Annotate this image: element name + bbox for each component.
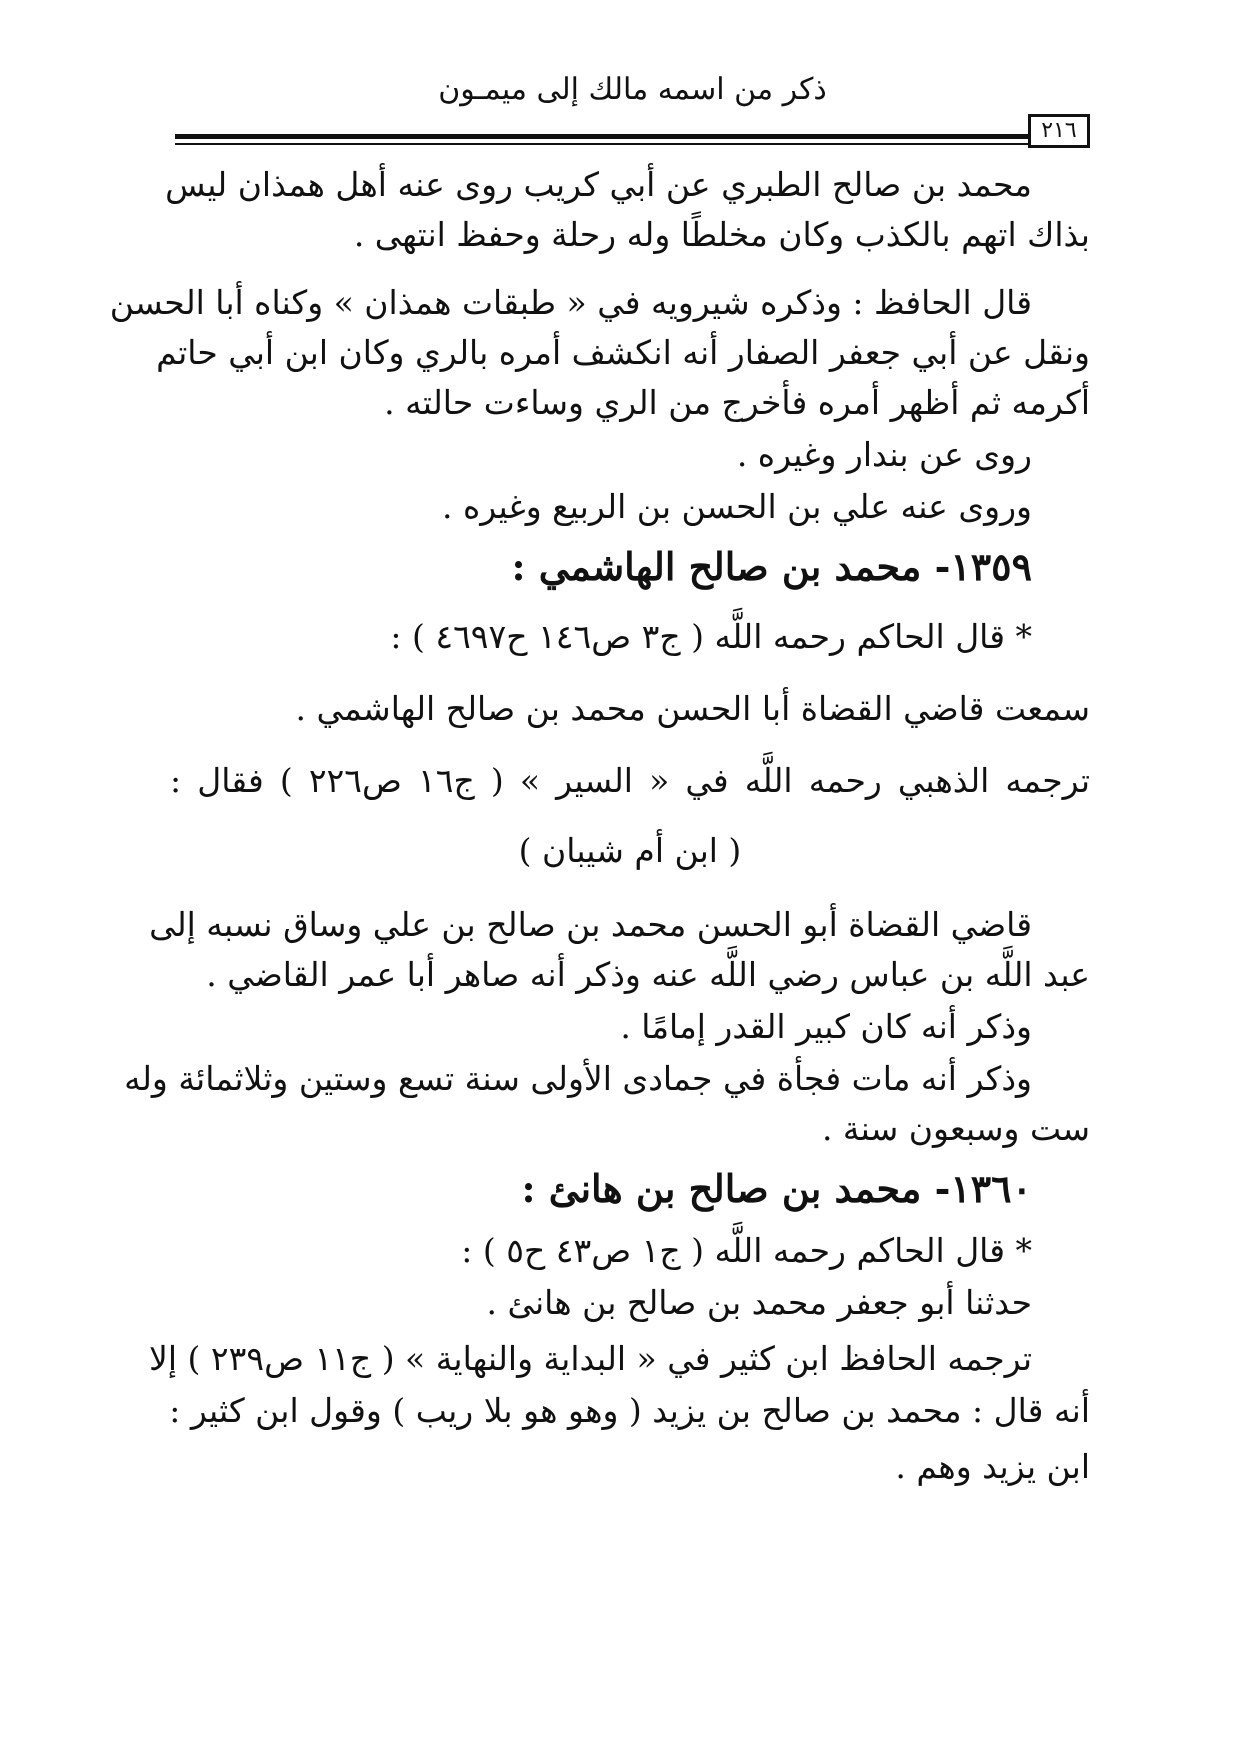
text-line: محمد بن صالح الطبري عن أبي كريب روى عنه أهل همذان ليس xyxy=(165,165,1032,204)
text-line: أكرمه ثم أظهر أمره فأخرج من الري وساءت حالته . xyxy=(384,383,1090,422)
text-line: قاضي القضاة أبو الحسن محمد بن صالح بن علي وساق نسبه إلى xyxy=(149,905,1032,944)
text-line: * قال الحاكم رحمه اللَّه ( ج١ ص٤٣ ح٥ ) : xyxy=(461,1231,1032,1270)
text-line: ونقل عن أبي جعفر الصفار أنه انكشف أمره بالري وكان ابن أبي حاتم xyxy=(156,333,1090,372)
text-line: أنه قال : محمد بن صالح بن يزيد ( وهو هو بلا ريب ) وقول ابن كثير : xyxy=(169,1391,1090,1430)
text-line: بذاك اتهم بالكذب وكان مخلطًا وله رحلة وحفظ انتهى . xyxy=(353,215,1090,254)
text-line: ترجمه الحافظ ابن كثير في « البداية والنهاية » ( ج١١ ص٢٣٩ ) إلا xyxy=(149,1339,1032,1378)
text-line: عبد اللَّه بن عباس رضي اللَّه عنه وذكر أنه صاهر أبا عمر القاضي . xyxy=(206,955,1090,994)
header-rule-thick xyxy=(175,134,1030,139)
text-line: وروى عنه علي بن الحسن بن الربيع وغيره . xyxy=(442,487,1032,526)
page-header xyxy=(175,70,1090,150)
text-line: سمعت قاضي القضاة أبا الحسن محمد بن صالح الهاشمي . xyxy=(295,689,1090,728)
text-line: وذكر أنه كان كبير القدر إمامًا . xyxy=(620,1007,1032,1046)
text-line: روى عن بندار وغيره . xyxy=(736,435,1032,474)
text-line: ترجمه الذهبي رحمه اللَّه في « السير » ( ج١٦ ص٢٢٦ ) فقال : xyxy=(170,761,1090,800)
text-line: حدثنا أبو جعفر محمد بن صالح بن هانئ . xyxy=(486,1283,1032,1322)
text-line: قال الحافظ : وذكره شيرويه في « طبقات همذان » وكناه أبا الحسن xyxy=(109,283,1032,322)
header-rule-thin xyxy=(175,143,1030,145)
text-line: ( ابن أم شيبان ) xyxy=(518,831,742,870)
text-line: ابن يزيد وهم . xyxy=(895,1447,1090,1486)
text-line: * قال الحاكم رحمه اللَّه ( ج٣ ص١٤٦ ح٤٦٩٧ ) : xyxy=(390,617,1032,656)
running-title: ذكر من اسمه مالك إلى ميمـون xyxy=(438,72,827,107)
page-number: ٢١٦ xyxy=(1028,114,1090,148)
text-line: وذكر أنه مات فجأة في جمادى الأولى سنة تسع وستين وثلاثمائة وله xyxy=(124,1059,1032,1098)
text-line: ست وسبعون سنة . xyxy=(821,1109,1090,1148)
entry-heading-1359: ١٣٥٩- محمد بن صالح الهاشمي : xyxy=(511,544,1032,589)
entry-heading-1360: ١٣٦٠- محمد بن صالح بن هانئ : xyxy=(521,1166,1032,1211)
